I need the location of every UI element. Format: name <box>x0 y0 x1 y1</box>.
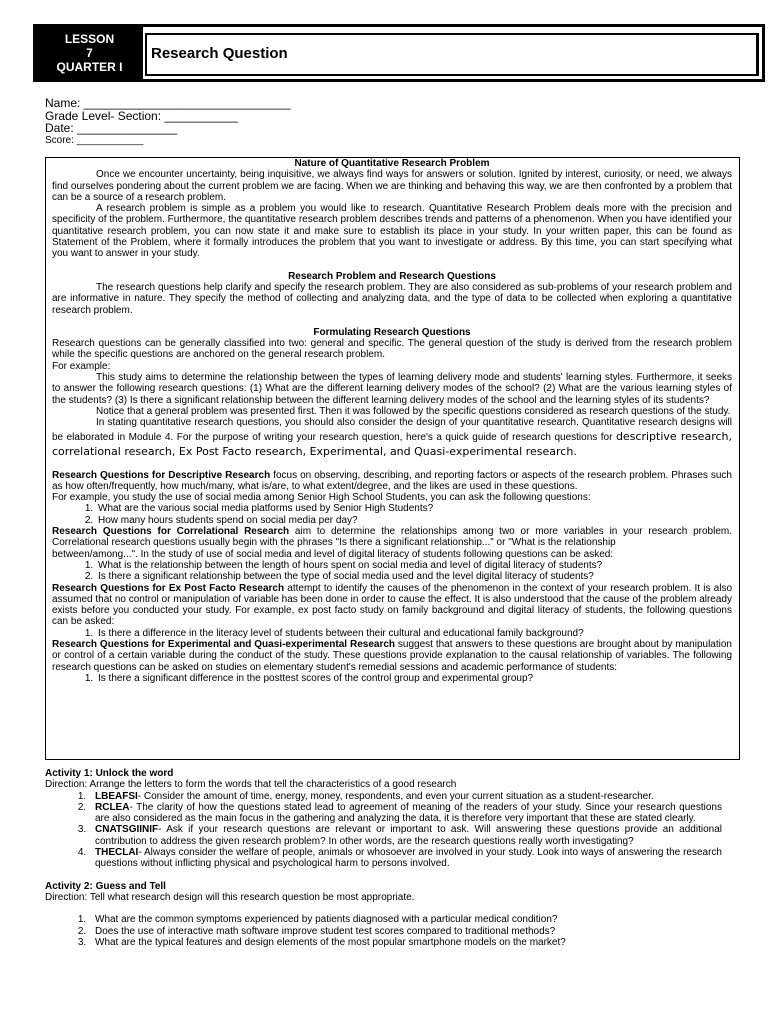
design-types-text: descriptive research, correlational research, Ex Post Facto research, Experimental, and Quasi-experimental research. <box>52 429 732 458</box>
section-heading: Formulating Research Questions <box>313 326 471 338</box>
paragraph: For example, you study the use of social media among Senior High School Students, you can ask the following questions: <box>52 492 591 504</box>
term-label: Research Questions for Correlational Research <box>52 526 290 538</box>
list-item: 1. LBEAFSI- Consider the amount of time, energy, money, respondents, and even your current situation as a student-researcher. <box>89 791 722 802</box>
list-item: 4. THECLAI- Always consider the welfare of people, animals or whosoever are involved in your study. Look into ways of answering the research questions without inflicting physical and psychological harm to persons involved. <box>89 847 722 870</box>
score-field[interactable]: Score: ____________ <box>45 134 144 146</box>
list-item: 1. Is there a difference in the literacy level of students between their cultural and educational family background? <box>96 628 732 639</box>
name-field[interactable]: Name: _______________________________ <box>45 96 291 110</box>
expost-paragraph: Research Questions for Ex Post Facto Research attempt to identify the causes of the phenomenon in the context of your research problem. It is also assumed that no control or manipulation of variable has been done in order to cause the effect. It is also understood that the cause of the problem already exists before you conducted your study. For example, ex post facto study on family background and digital literacy of students, the following questions can be asked: <box>52 582 733 628</box>
activity2-list <box>45 914 722 948</box>
activity-direction: Direction: Tell what research design will this research question be most appropriate. <box>45 891 415 903</box>
list-item: 2. How many hours students spend on social media per day? <box>96 515 732 526</box>
student-info-fields <box>45 97 291 147</box>
paragraph: Once we encounter uncertainty, being inquisitive, we always find ways for answers or solution. Ignited by interest, curiosity, or need, we always find ourselves pondering about the current problem we are facing. When we are thinking and behaving this way, we are then confronted by a problem that can be a source of a research problem. <box>52 169 732 203</box>
experimental-paragraph: Research Questions for Experimental and Quasi-experimental Research suggest that answers to these questions are brought about by manipulation or control of a certain variable during the conduct of the study. These questions provide explanation to the causal relationship of variables. The following research questions can be asked on studies on elementary student's remedial sessions and academic performance of students: <box>52 638 732 673</box>
list-item: 3. What are the typical features and design elements of the most popular smartphone models on the market? <box>89 937 722 948</box>
section-heading: Research Problem and Research Questions <box>288 270 496 282</box>
paragraph: Research questions can be generally classified into two: general and specific. The general question of the study is derived from the research problem while the specific questions are anchored on the general research problem. <box>52 338 732 361</box>
activity-title: Activity 2: Guess and Tell <box>45 880 166 892</box>
lesson-number: 7 <box>86 46 93 60</box>
scrambled-word: THECLAI <box>95 847 139 859</box>
paragraph-text: In stating quantitative research questions, you should also consider the design of your quantitative research. Quantitative research designs will be elaborated in Module 4. For the purpose of writing your research question, here's a quick guide of research questions for <box>52 417 732 443</box>
paragraph: The research questions help clarify and specify the research problem. They are also considered as sub-problems of your research problem and are informative in nature. They specify the method of collecting and analyzing data, and the type of data to be collected when exploring a quantitative research problem. <box>52 281 732 316</box>
grade-section-field[interactable]: Grade Level- Section: ___________ <box>45 108 238 123</box>
descriptive-question-list <box>52 503 732 526</box>
activity1-list <box>45 791 722 870</box>
term-label: Research Questions for Experimental and Quasi-experimental Research <box>52 638 396 650</box>
paragraph: A research problem is simple as a problem you would like to research. Quantitative Research Problem deals more with the precision and specificity of the problem. Furthermore, the quantitative research problem describes trends and patterns of a phenomenon. When you have identified your quantitative research problem, you can now state it and make sure to establish its place in your study. In your written paper, this can be found as Statement of the Problem, where it formally introduces the problem that you want to investigate or address. By this time, you can start specifying what you want to answer in your study. <box>52 203 732 260</box>
paragraph <box>52 417 732 458</box>
quarter-label: QUARTER I <box>56 60 123 74</box>
list-item: 1. What are the various social media platforms used by Senior High Students? <box>96 503 732 514</box>
activity-title: Activity 1: Unlock the word <box>45 768 174 779</box>
lesson-badge <box>36 27 143 79</box>
list-item: 2. Is there a significant relationship between the type of social media used and the level digital literacy of students? <box>96 571 732 582</box>
paragraph: between/among...". In the study of use of social media and level of digital literacy of students following questions can be asked: <box>52 548 614 560</box>
lesson-content-box <box>45 157 740 760</box>
activity-direction: Direction: Arrange the letters to form the words that tell the characteristics of a good research <box>45 779 457 791</box>
scrambled-word: LBEAFSI <box>95 790 138 802</box>
lesson-label: LESSON <box>64 32 115 46</box>
term-label: Research Questions for Ex Post Facto Research <box>52 582 285 594</box>
expost-question-list <box>52 628 732 639</box>
descriptive-paragraph: Research Questions for Descriptive Research focus on observing, describing, and reporting factors or aspects of the research problem. Phrases such as how often/frequently, how much/many, what is/are, to what extent/degree, and the likes are used in these questions. <box>52 469 732 492</box>
paragraph: Notice that a general problem was presented first. Then it was followed by the specific questions considered as research questions of the study. <box>96 405 731 417</box>
experimental-question-list <box>52 673 732 684</box>
lesson-header <box>33 24 765 82</box>
list-item: 1. Is there a significant difference in the posttest scores of the control group and experimental group? <box>96 673 732 684</box>
list-item: 1. What are the common symptoms experienced by patients diagnosed with a particular medical condition? <box>89 914 722 925</box>
title-box <box>145 33 759 76</box>
paragraph: This study aims to determine the relationship between the types of learning delivery mode and students' learning styles. Furthermore, it seeks to answer the following research questions: (1) What are the different learning delivery modes of the school? (2) What are the various learning styles of the students? (3) Is there a significant relationship between the different learning delivery modes of the school and the learning styles of its students? <box>52 372 732 406</box>
list-item: 3. CNATSGIINIF- Ask if your research questions are relevant or important to ask. Will answering these questions provide an additional contribution to address the given research problem? In other words, are the research questions really worth investigating? <box>89 824 722 847</box>
scrambled-word: CNATSGIINIF <box>95 824 159 836</box>
activities-section <box>45 768 722 948</box>
paragraph: For example: <box>52 360 111 372</box>
list-item: 1. What is the relationship between the length of hours spent on social media and level of digital literacy of students? <box>96 560 732 571</box>
page-title: Research Question <box>151 45 288 62</box>
correlational-question-list <box>52 560 732 583</box>
date-field[interactable]: Date: _______________ <box>45 121 178 135</box>
correlational-paragraph: Research Questions for Correlational Research aim to determine the relationships among two or more variables in your research problem. Correlational research questions usually begin with the phrases "Is there a significant relationship..." or "What is the relationship <box>52 526 733 549</box>
section-heading: Nature of Quantitative Research Problem <box>294 158 490 169</box>
list-item: 2. Does the use of interactive math software improve student test scores compared to traditional methods? <box>89 926 722 937</box>
list-item: 2. RCLEA- The clarity of how the questions stated lead to agreement of meaning of the readers of your study. Since your research questions are also considered as the main focus in the gathering and analyzing the data, it is therefore very important that these are stated clearly. <box>89 802 722 825</box>
scrambled-word: RCLEA <box>95 801 130 813</box>
term-label: Research Questions for Descriptive Research <box>52 469 271 481</box>
